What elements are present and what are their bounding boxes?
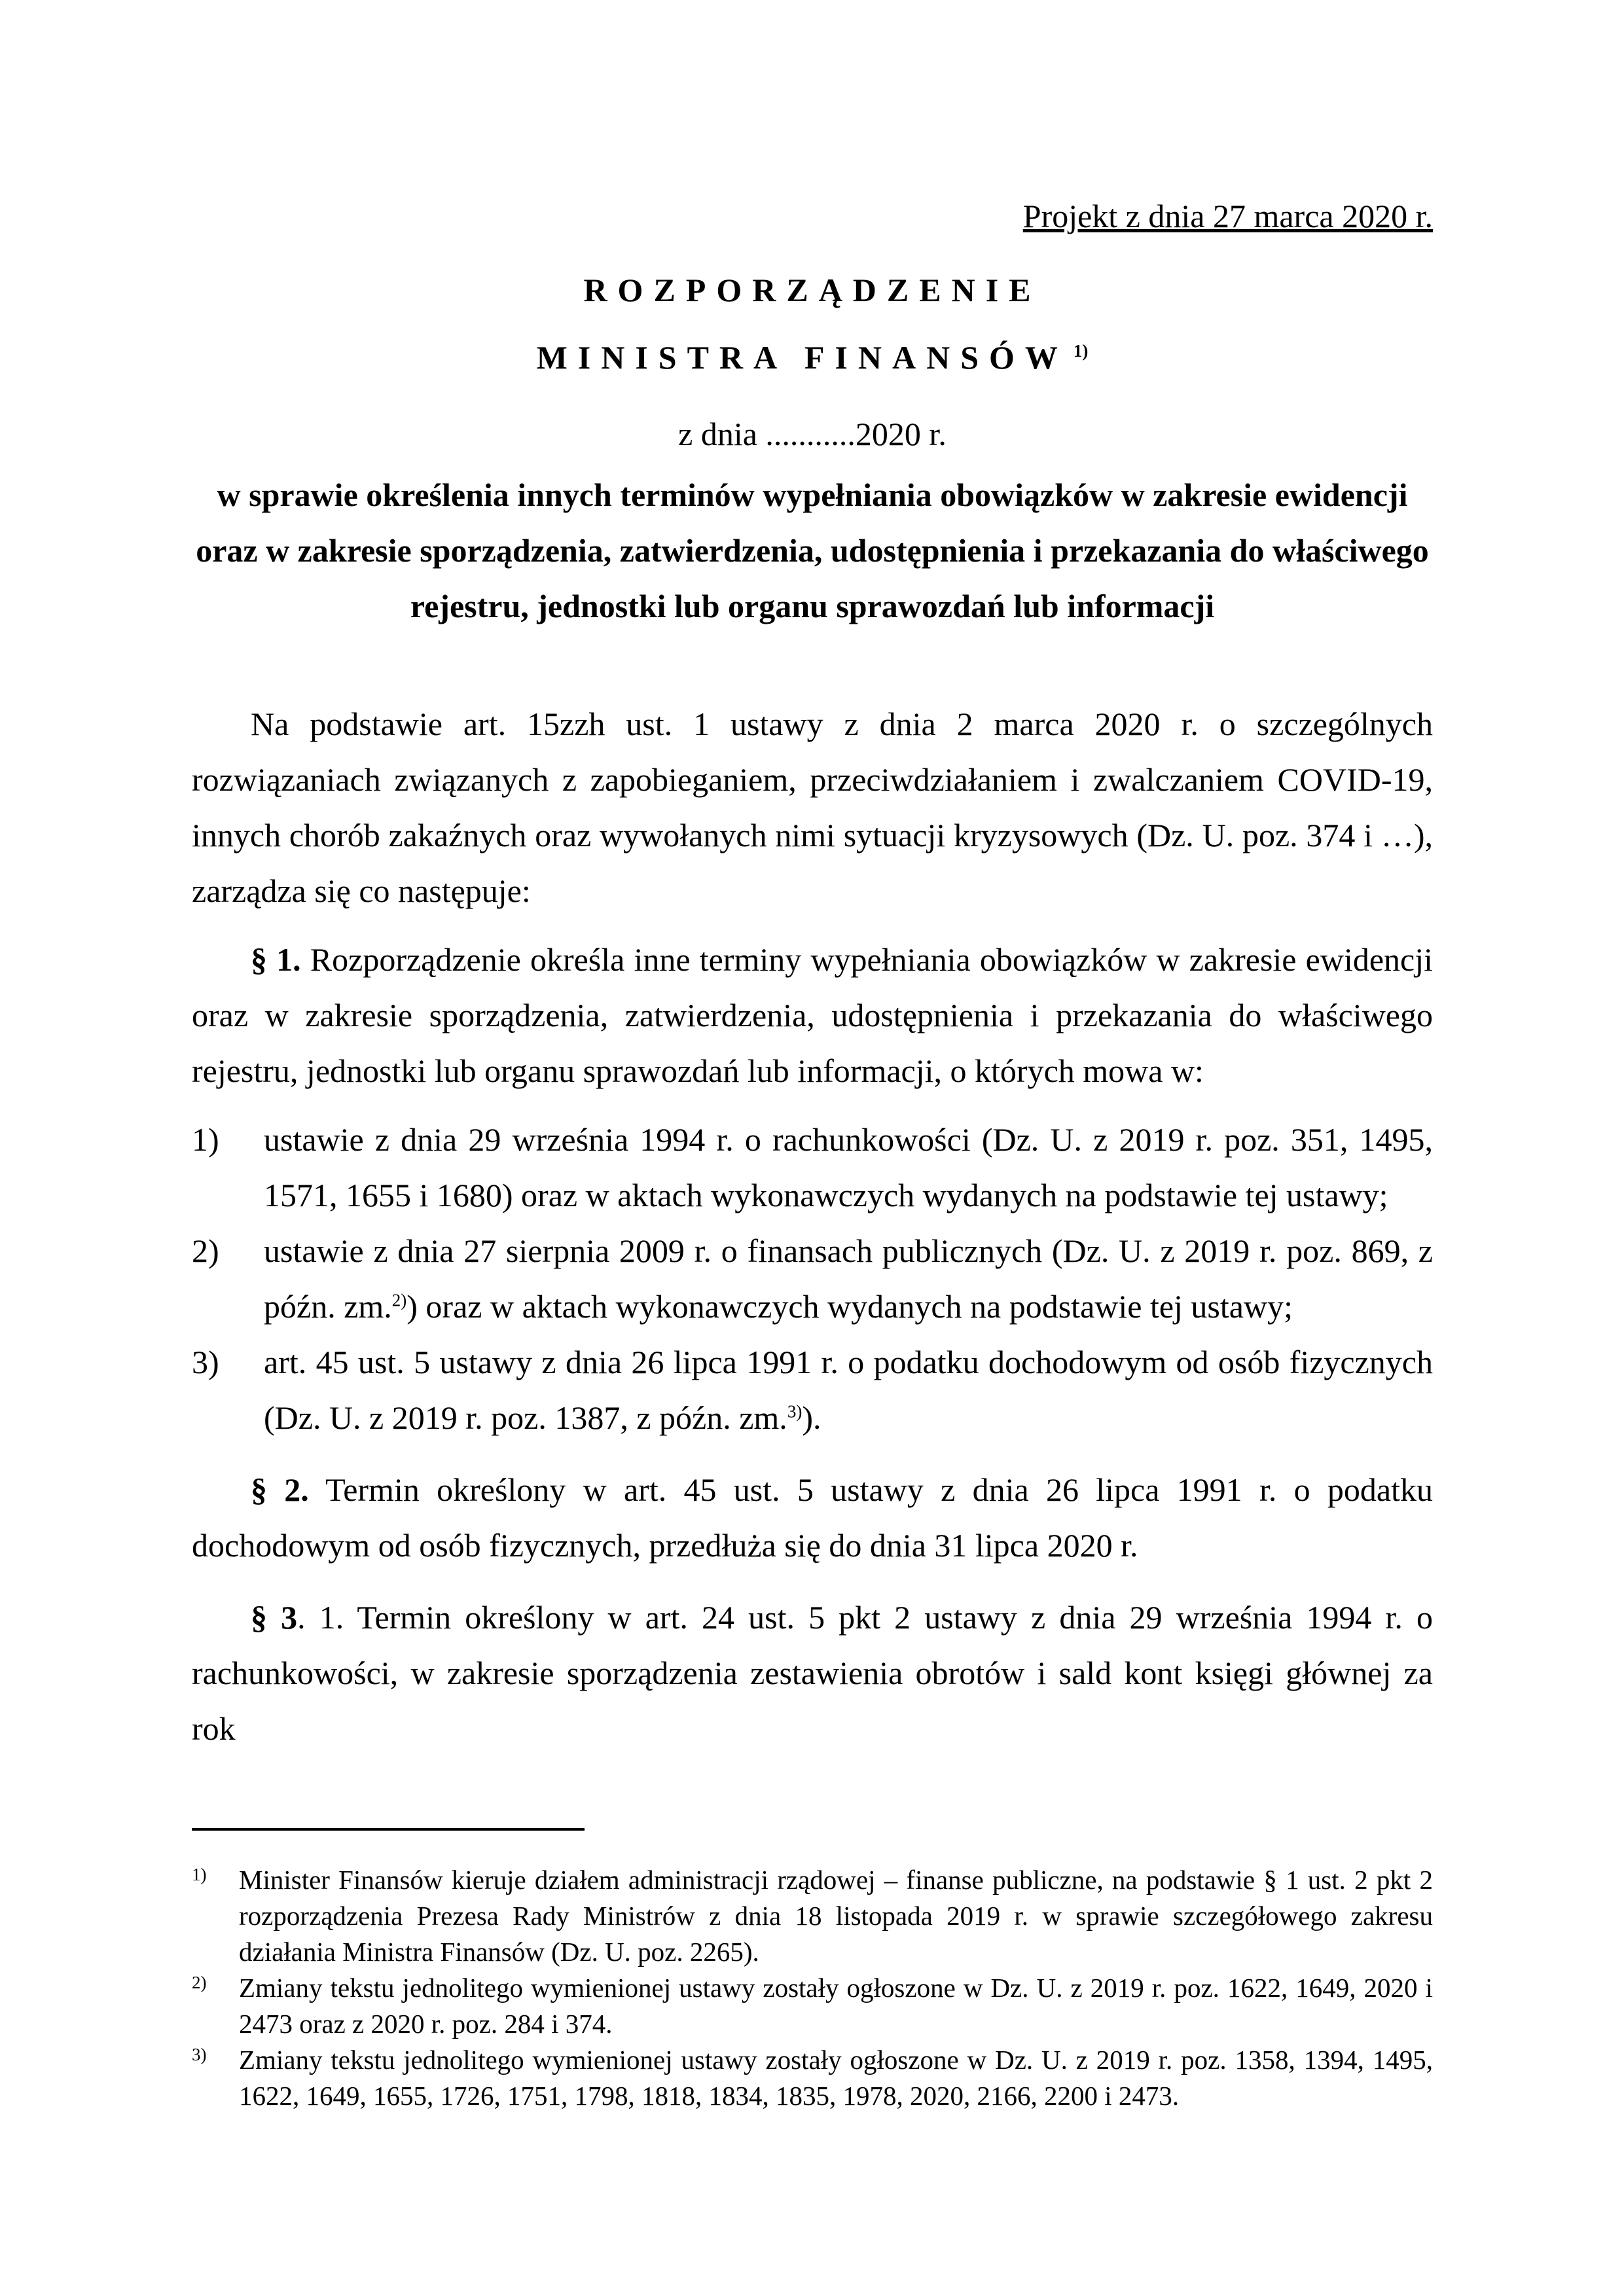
- section-2-label: § 2.: [251, 1471, 309, 1508]
- list-item-1-text: ustawie z dnia 29 września 1994 r. o rachunkowości (Dz. U. z 2019 r. poz. 351, 1495, 1571, 1655 i 1680) oraz w aktach wykonawczych wydanych na podstawie tej ustawy;: [264, 1121, 1433, 1213]
- list-item-3-marker: 3): [192, 1344, 219, 1380]
- footnote-3-marker: 3): [192, 2045, 207, 2064]
- section-1-label: § 1.: [251, 941, 301, 978]
- section-2-paragraph: [192, 1462, 1433, 1573]
- issuer-heading: [192, 330, 1433, 386]
- footnote-2-marker: 2): [192, 1973, 207, 1992]
- footnote-2-text: Zmiany tekstu jednolitego wymienionej ustawy zostały ogłoszone w Dz. U. z 2019 r. poz. 1622, 1649, 2020 i 2473 oraz z 2020 r. poz. 284 i 374.: [239, 1973, 1433, 2039]
- list-item-2: [192, 1223, 1433, 1335]
- footnote-ref-2: 2): [391, 1290, 407, 1310]
- section-3-paragraph: [192, 1590, 1433, 1757]
- footnote-1-marker: 1): [192, 1865, 207, 1884]
- footnotes-section: [192, 1828, 1433, 2114]
- list-item-1-marker: 1): [192, 1121, 219, 1158]
- section-1-text: Rozporządzenie określa inne terminy wypełniania obowiązków w zakresie ewidencji oraz w zakresie sporządzenia, zatwierdzenia, udostępnienia i przekazania do właściwego rejestru, jednostki lub organu sprawozdań lub informacji, o których mowa w:: [192, 941, 1434, 1089]
- list-item-3-text-after: ).: [802, 1399, 821, 1436]
- footnote-2: [192, 1970, 1433, 2042]
- list-item-2-text-before: ustawie z dnia 27 sierpnia 2009 r. o finansach publicznych (Dz. U. z 2019 r. poz. 869, z późn. zm.: [264, 1232, 1433, 1325]
- doc-title: w sprawie określenia innych terminów wypełniania obowiązków w zakresie ewidencji oraz w zakresie sporządzenia, zatwierdzenia, udostępnienia i przekazania do właściwego rejestru, jednostki lub organu sprawozdań lub informacji: [196, 476, 1429, 624]
- footnote-1: [192, 1862, 1433, 1970]
- footnote-1-text: Minister Finansów kieruje działem administracji rządowej – finanse publiczne, na podstawie § 1 ust. 2 pkt 2 rozporządzenia Prezesa Rady Ministrów z dnia 18 listopada 2019 r. w sprawie szczegółowego zakresu działania Ministra Finansów (Dz. U. poz. 2265).: [239, 1865, 1433, 1967]
- section-2-text: Termin określony w art. 45 ust. 5 ustawy z dnia 26 lipca 1991 r. o podatku dochodowym od osób fizycznych, przedłuża się do dnia 31 lipca 2020 r.: [192, 1471, 1433, 1564]
- doc-type-heading: [192, 262, 1433, 318]
- preamble-paragraph: Na podstawie art. 15zzh ust. 1 ustawy z dnia 2 marca 2020 r. o szczególnych rozwiązaniach związanych z zapobieganiem, przeciwdziałaniem i zwalczaniem COVID-19, innych chorób zakaźnych oraz wywołanych nimi sytuacji kryzysowych (Dz. U. poz. 374 i …), zarządza się co następuje:: [192, 706, 1433, 909]
- list-item-2-marker: 2): [192, 1232, 219, 1269]
- list-item-3-text-before: art. 45 ust. 5 ustawy z dnia 26 lipca 1991 r. o podatku dochodowym od osób fizycznych (Dz. U. z 2019 r. poz. 1387, z późn. zm.: [264, 1344, 1433, 1436]
- document-content: [192, 188, 1433, 1757]
- issuer-footnote-ref: 1): [1073, 341, 1089, 361]
- footnote-ref-3: 3): [787, 1401, 803, 1422]
- points-list: [192, 1112, 1433, 1446]
- section-3-text: . 1. Termin określony w art. 24 ust. 5 pkt 2 ustawy z dnia 29 września 1994 r. o rachunkowości, w zakresie sporządzenia zestawienia obrotów i sald kont księgi głównej za rok: [192, 1599, 1433, 1747]
- issuer-text: MINISTRA FINANSÓW: [536, 339, 1068, 376]
- list-item-2-text-after: ) oraz w aktach wykonawczych wydanych na podstawie tej ustawy;: [406, 1288, 1293, 1325]
- date-blank-line: z dnia ...........2020 r.: [678, 416, 947, 452]
- footnote-separator-rule: [192, 1828, 585, 1831]
- project-date-line: [192, 188, 1433, 244]
- section-3-label: § 3: [251, 1599, 298, 1636]
- list-item-1: [192, 1112, 1433, 1223]
- footnote-3: [192, 2042, 1433, 2114]
- list-item-3: [192, 1335, 1433, 1446]
- footnote-3-text: Zmiany tekstu jednolitego wymienionej ustawy zostały ogłoszone w Dz. U. z 2019 r. poz. 1358, 1394, 1495, 1622, 1649, 1655, 1726, 1751, 1798, 1818, 1834, 1835, 1978, 2020, 2166, 2200 i 2473.: [239, 2045, 1433, 2111]
- section-1-paragraph: [192, 932, 1433, 1099]
- doc-type-text: ROZPORZĄDZENIE: [583, 272, 1041, 308]
- project-date-text: Projekt z dnia 27 marca 2020 r.: [1022, 198, 1433, 234]
